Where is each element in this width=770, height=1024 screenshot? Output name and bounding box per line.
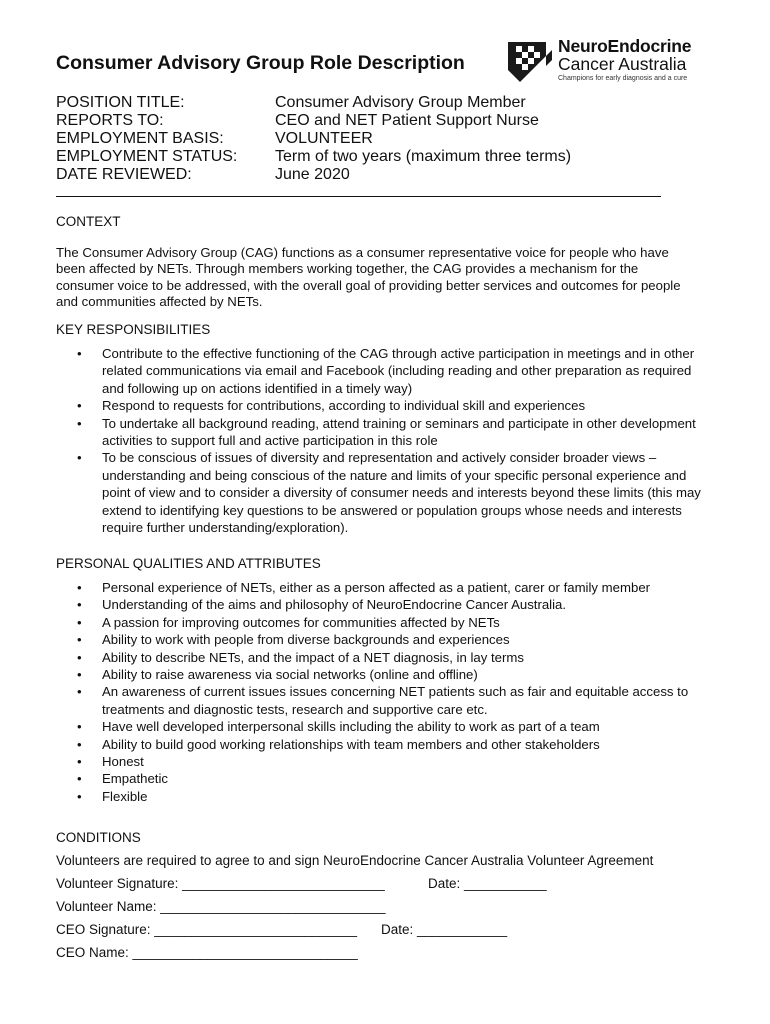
meta-key: REPORTS TO: xyxy=(56,112,164,129)
document-title: Consumer Advisory Group Role Description xyxy=(56,52,465,74)
list-item: • To be conscious of issues of diversity and representation and actively consider broader views – understanding and being conscious of the nature and limits of your specific personal experience and point of view and to consider a diversity of consumer needs and interests beyond these limits (this may extend to identifying key questions to be answered or population groups whose needs and interests require further understanding/exploration). xyxy=(56,449,708,536)
meta-row-employment-basis xyxy=(56,130,676,148)
responsibilities-list xyxy=(56,345,708,536)
header-divider xyxy=(56,196,661,197)
list-item: • Ability to describe NETs, and the impact of a NET diagnosis, in lay terms xyxy=(56,649,708,666)
conditions-heading: CONDITIONS xyxy=(56,830,141,845)
qualities-heading: PERSONAL QUALITIES AND ATTRIBUTES xyxy=(56,556,321,571)
list-item: • Ability to raise awareness via social networks (online and offline) xyxy=(56,666,708,683)
meta-value: June 2020 xyxy=(275,166,350,183)
context-heading: CONTEXT xyxy=(56,214,121,229)
ceo-name-field: CEO Name: ______________________________ xyxy=(56,945,358,960)
meta-row-date-reviewed xyxy=(56,166,676,184)
meta-row-employment-status xyxy=(56,148,676,166)
context-paragraph: The Consumer Advisory Group (CAG) functions as a consumer representative voice for people who have been affected by NETs. Through members working together, the CAG provides a mechanism for the consumer voice to be addressed, with the overall goal of providing better services and outcomes for people and communities affected by NETs. xyxy=(56,245,681,310)
neuroendocrine-logo-mark-icon xyxy=(506,36,552,88)
meta-row-reports-to xyxy=(56,112,676,130)
volunteer-date-field: Date: ___________ xyxy=(428,876,547,891)
qualities-list xyxy=(56,579,708,805)
meta-value: Term of two years (maximum three terms) xyxy=(275,148,572,165)
volunteer-name-field: Volunteer Name: ______________________________ xyxy=(56,899,386,914)
meta-value: VOLUNTEER xyxy=(275,130,373,147)
list-item: • Respond to requests for contributions, according to individual skill and experiences xyxy=(56,397,708,414)
logo-name-line2: Cancer Australia xyxy=(558,54,687,74)
ceo-date-field: Date: ____________ xyxy=(381,922,508,937)
list-item: • Contribute to the effective functioning of the CAG through active participation in meetings and in other related communications via email and Facebook (including reading and other preparation as required and following up on actions identified in a timely way) xyxy=(56,345,708,397)
meta-value: Consumer Advisory Group Member xyxy=(275,94,526,111)
logo-tagline: Champions for early diagnosis and a cure xyxy=(558,75,688,82)
position-details xyxy=(56,94,676,184)
list-item: • Empathetic xyxy=(56,770,708,787)
volunteer-signature-field: Volunteer Signature: ___________________________ xyxy=(56,876,385,891)
list-item: • Understanding of the aims and philosophy of NeuroEndocrine Cancer Australia. xyxy=(56,596,708,613)
logo-name-line1: NeuroEndocrine xyxy=(558,36,692,56)
list-item: • Have well developed interpersonal skills including the ability to work as part of a team xyxy=(56,718,708,735)
meta-key: POSITION TITLE: xyxy=(56,94,185,111)
responsibilities-heading: KEY RESPONSIBILITIES xyxy=(56,322,211,337)
meta-row-position-title xyxy=(56,94,676,112)
meta-key: EMPLOYMENT BASIS: xyxy=(56,130,224,147)
meta-key: DATE REVIEWED: xyxy=(56,166,192,183)
list-item: • An awareness of current issues issues concerning NET patients such as fair and equitable access to treatments and diagnostic tests, research and supportive care etc. xyxy=(56,683,708,718)
ceo-signature-field: CEO Signature: ___________________________ xyxy=(56,922,358,937)
list-item: • To undertake all background reading, attend training or seminars and participate in other development activities to support full and active participation in this role xyxy=(56,415,708,450)
meta-value: CEO and NET Patient Support Nurse xyxy=(275,112,539,129)
list-item: • A passion for improving outcomes for communities affected by NETs xyxy=(56,614,708,631)
organisation-logo xyxy=(506,36,716,90)
list-item: • Ability to build good working relationships with team members and other stakeholders xyxy=(56,736,708,753)
list-item: • Ability to work with people from diverse backgrounds and experiences xyxy=(56,631,708,648)
conditions-text: Volunteers are required to agree to and sign NeuroEndocrine Cancer Australia Volunteer Agreement xyxy=(56,853,654,868)
list-item: • Honest xyxy=(56,753,708,770)
meta-key: EMPLOYMENT STATUS: xyxy=(56,148,238,165)
list-item: • Personal experience of NETs, either as a person affected as a patient, carer or family member xyxy=(56,579,708,596)
list-item: • Flexible xyxy=(56,788,708,805)
